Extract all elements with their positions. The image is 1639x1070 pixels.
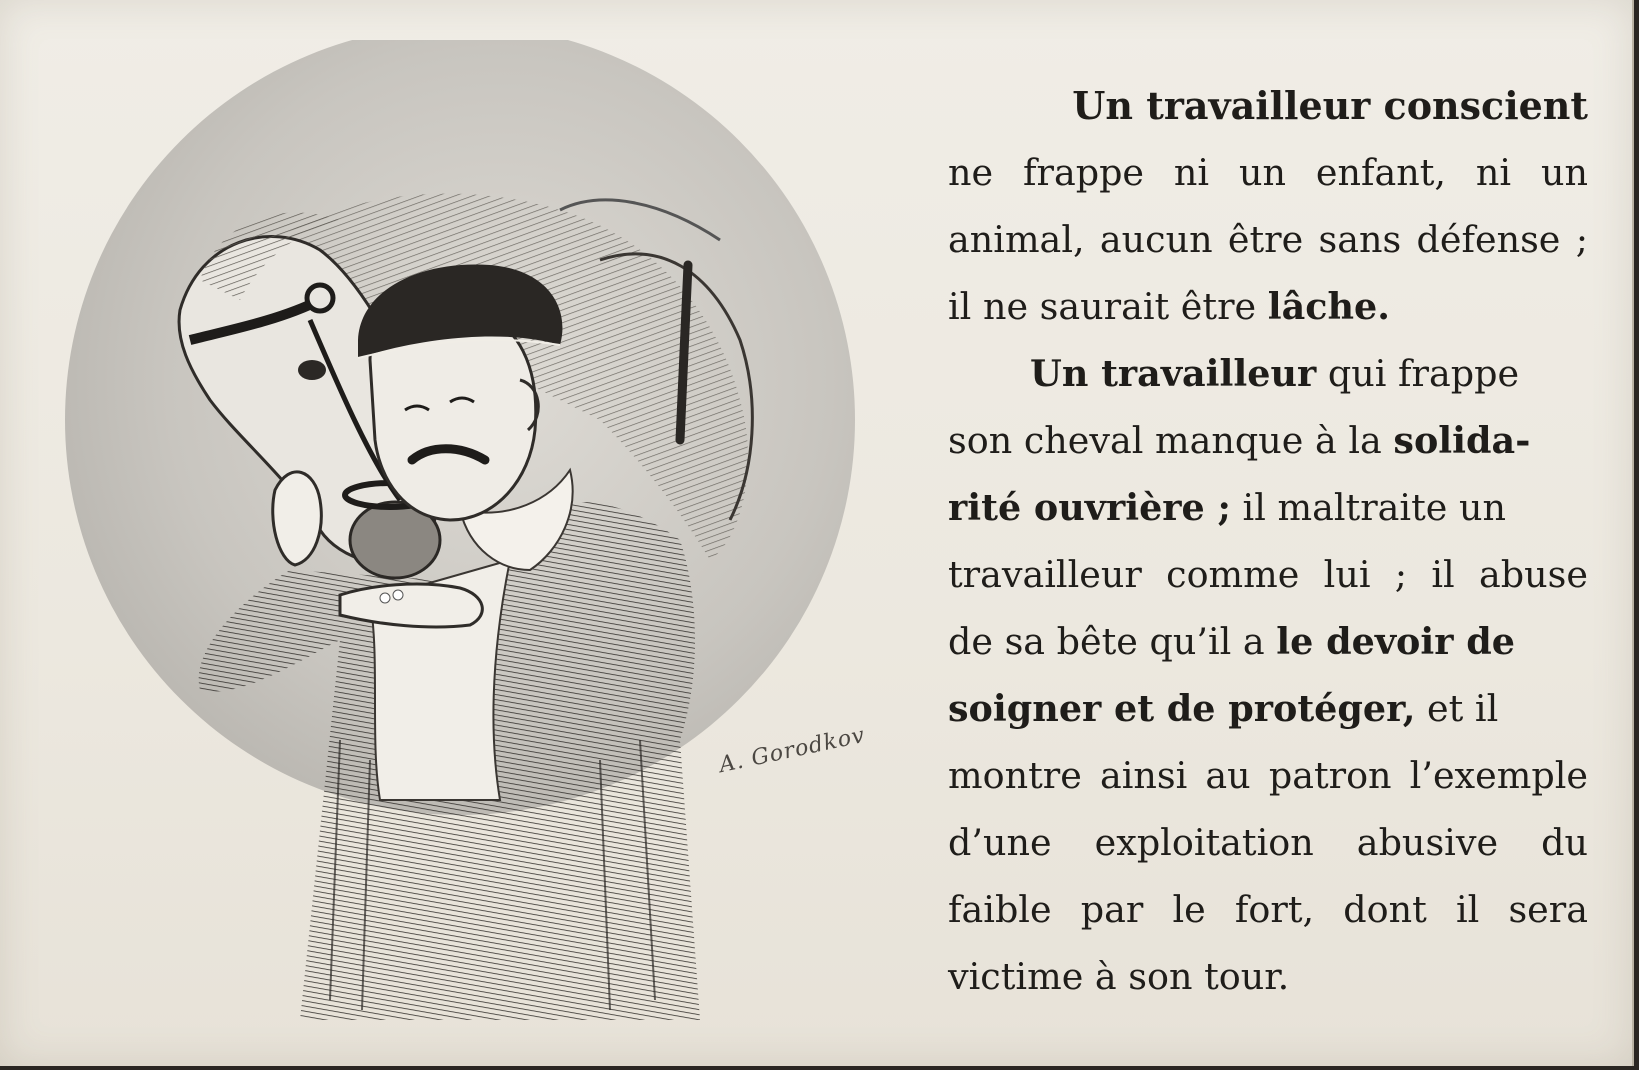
text-line [948,474,1588,541]
artist-signature: A. Gorodkov [717,722,868,779]
text-run-bold: lâche. [1267,285,1390,328]
text-run: de sa bête qu’il a [948,620,1277,663]
illustration [40,40,920,1060]
text-run-bold: soigner et de protéger, [948,687,1416,730]
text-block [948,72,1588,1010]
text-line [948,340,1588,407]
text-run-bold: le devoir de [1276,620,1515,663]
text-run-bold: solida- [1393,419,1531,462]
horse-eye [298,360,326,380]
worker-horse-engraving [40,40,920,1060]
text-line: d’une exploitation abusive du [948,821,1588,864]
text-line: ne frappe ni un enfant, ni un [948,151,1588,194]
text-run-bold: Un travailleur [1030,352,1317,395]
text-line: animal, aucun être sans défense ; [948,218,1588,261]
text-run: son cheval manque à la [948,419,1394,462]
text-line: faible par le fort, dont il sera [948,888,1588,931]
text-run: il ne saurait être [948,285,1268,328]
text-run: et il [1415,687,1499,730]
text-run-bold: rité ouvrière ; [948,486,1231,529]
text-run: il maltraite un [1230,486,1506,529]
text-title: Un travailleur conscient [1072,83,1588,128]
text-run: qui frappe [1316,352,1520,395]
hand-on-horse [273,472,322,565]
text-line: montre ainsi au patron l’exemple [948,754,1588,797]
text-line: travailleur comme lui ; il abuse [948,553,1588,596]
text-line: victime à son tour. [948,955,1290,998]
text-line [948,273,1588,340]
text-line [948,675,1588,742]
open-hand [340,584,482,627]
text-line [948,407,1588,474]
text-line [948,608,1588,675]
